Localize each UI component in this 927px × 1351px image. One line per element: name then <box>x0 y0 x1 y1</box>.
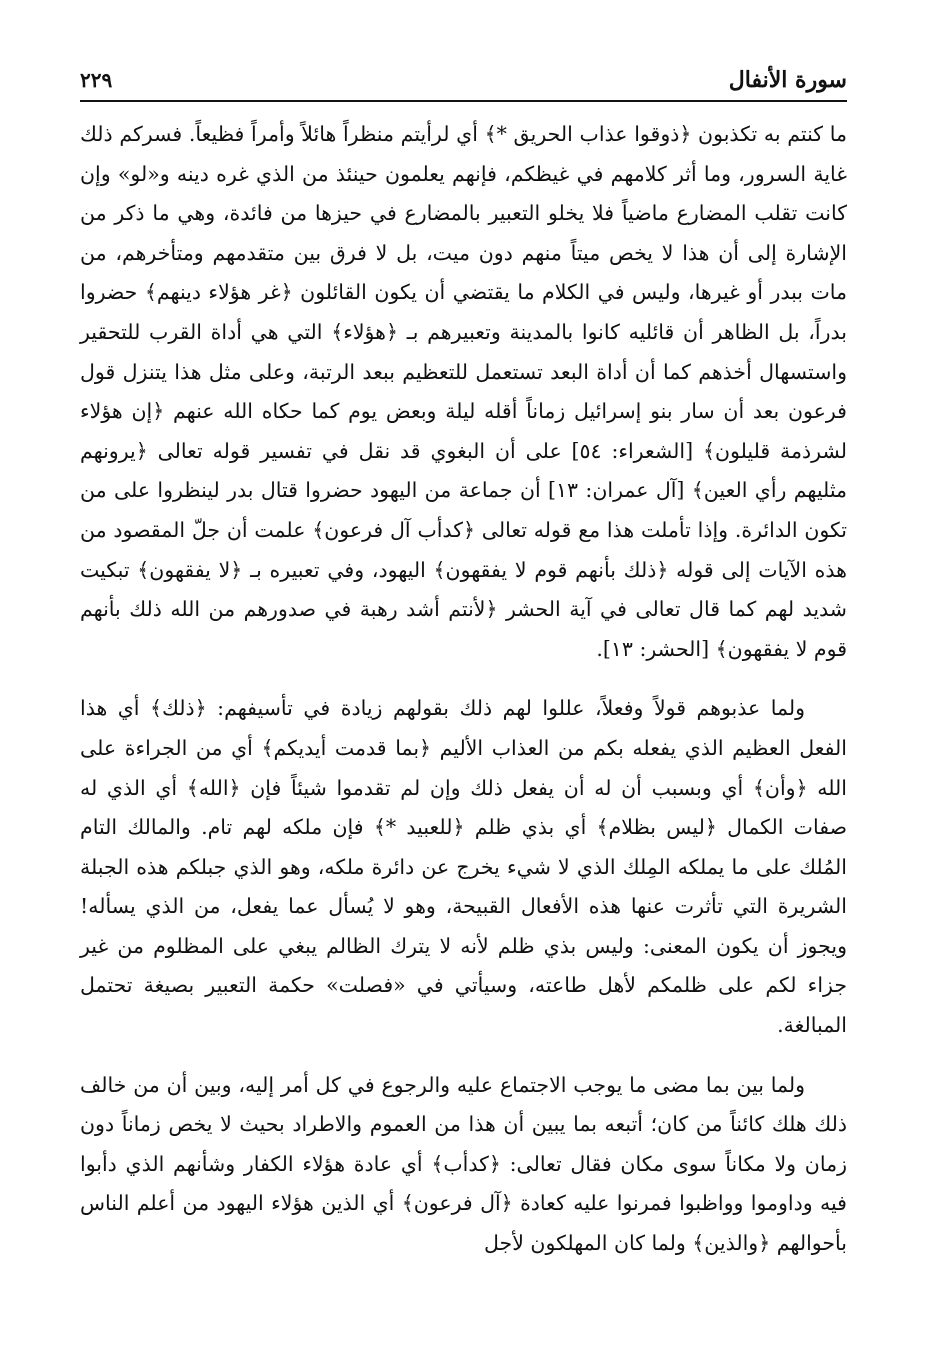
paragraph-1: ما كنتم به تكذبون ﴿ذوقوا عذاب الحريق *﴾ أي لرأيتم منظراً هائلاً وأمراً فظيعاً. فسركم ذلك غاية السرور، وما أثر كلامهم في غيظكم، فإنهم يعلمون حينئذ من الذي غره دينه و«لو» وإن كانت تقلب المضارع ماضياً فلا يخلو التعبير بالمضارع في حيزها من فائدة، وهي ما ذكر من الإشارة إلى أن هذا لا يخص ميتاً منهم دون ميت، بل لا فرق بين متقدمهم ومتأخرهم، من مات ببدر أو غيرها، وليس في الكلام ما يقتضي أن يكون القائلون ﴿غر هؤلاء دينهم﴾ حضروا بدراً، بل الظاهر أن قائليه كانوا بالمدينة وتعبيرهم بـ ﴿هؤلاء﴾ التي هي أداة القرب للتحقير واستسهال أخذهم كما أن أداة البعد تستعمل للتعظيم ببعد الرتبة، وعلى مثل هذا يتنزل قول فرعون بعد أن سار بنو إسرائيل زماناً أقله ليلة وبعض يوم كما حكاه الله عنهم ﴿إن هؤلاء لشرذمة قليلون﴾ [الشعراء: ٥٤] على أن البغوي قد نقل في تفسير قوله تعالى ﴿يرونهم مثليهم رأي العين﴾ [آل عمران: ١٣] أن جماعة من اليهود حضروا قتال بدر لينظروا على من تكون الدائرة. وإذا تأملت هذا مع قوله تعالى ﴿كدأب آل فرعون﴾ علمت أن جلّ المقصود من هذه الآيات إلى قوله ﴿ذلك بأنهم قوم لا يفقهون﴾ اليهود، وفي تعبيره بـ ﴿لا يفقهون﴾ تبكيت شديد لهم كما قال تعالى في آية الحشر ﴿لأنتم أشد رهبة في صدورهم من الله ذلك بأنهم قوم لا يفقهون﴾ [الحشر: ١٣]. <box>80 122 847 661</box>
body-text <box>80 115 847 1311</box>
paragraph-3: ولما بين بما مضى ما يوجب الاجتماع عليه والرجوع في كل أمر إليه، وبين أن من خالف ذلك هلك كائناً من كان؛ أتبعه بما يبين أن هذا من العموم والاطراد بحيث لا يخص زماناً دون زمان ولا مكاناً سوى مكان فقال تعالى: ﴿كدأب﴾ أي عادة هؤلاء الكفار وشأنهم الذي دأبوا فيه وداوموا وواظبوا فمرنوا عليه كعادة ﴿آل فرعون﴾ أي الذين هؤلاء اليهود من أعلم الناس بأحوالهم ﴿والذين﴾ ولما كان المهلكون لأجل <box>80 1072 847 1256</box>
page-header <box>80 60 847 102</box>
surah-title: سورة الأنفال <box>728 67 847 93</box>
paragraph-2: ولما عذبوهم قولاً وفعلاً، عللوا لهم ذلك بقولهم زيادة في تأسيفهم: ﴿ذلك﴾ أي هذا الفعل العظيم الذي يفعله بكم من العذاب الأليم ﴿بما قدمت أيديكم﴾ أي من الجراءة على الله ﴿وأن﴾ أي وبسبب أن له أن يفعل ذلك وإن لم تقدموا شيئاً فإن ﴿الله﴾ أي الذي له صفات الكمال ﴿ليس بظلام﴾ أي بذي ظلم ﴿للعبيد *﴾ فإن ملكه لهم تام. والمالك التام المُلك على ما يملكه المِلك الذي لا شيء يخرج عن دائرة ملكه، وهو الذي جبلكم هذه الجبلة الشريرة التي تأثرت عنها هذه الأفعال القبيحة، وهو لا يُسأل عما يفعل، من الذي يسأله! ويجوز أن يكون المعنى: وليس بذي ظلم لأنه لا يترك الظالم يبغي على المظلوم من غير جزاء لكم على ظلمكم لأهل طاعته، وسيأتي في «فصلت» حكمة التعبير بصيغة تحتمل المبالغة. <box>80 696 847 1038</box>
page-number: ٢٢٩ <box>80 68 113 92</box>
